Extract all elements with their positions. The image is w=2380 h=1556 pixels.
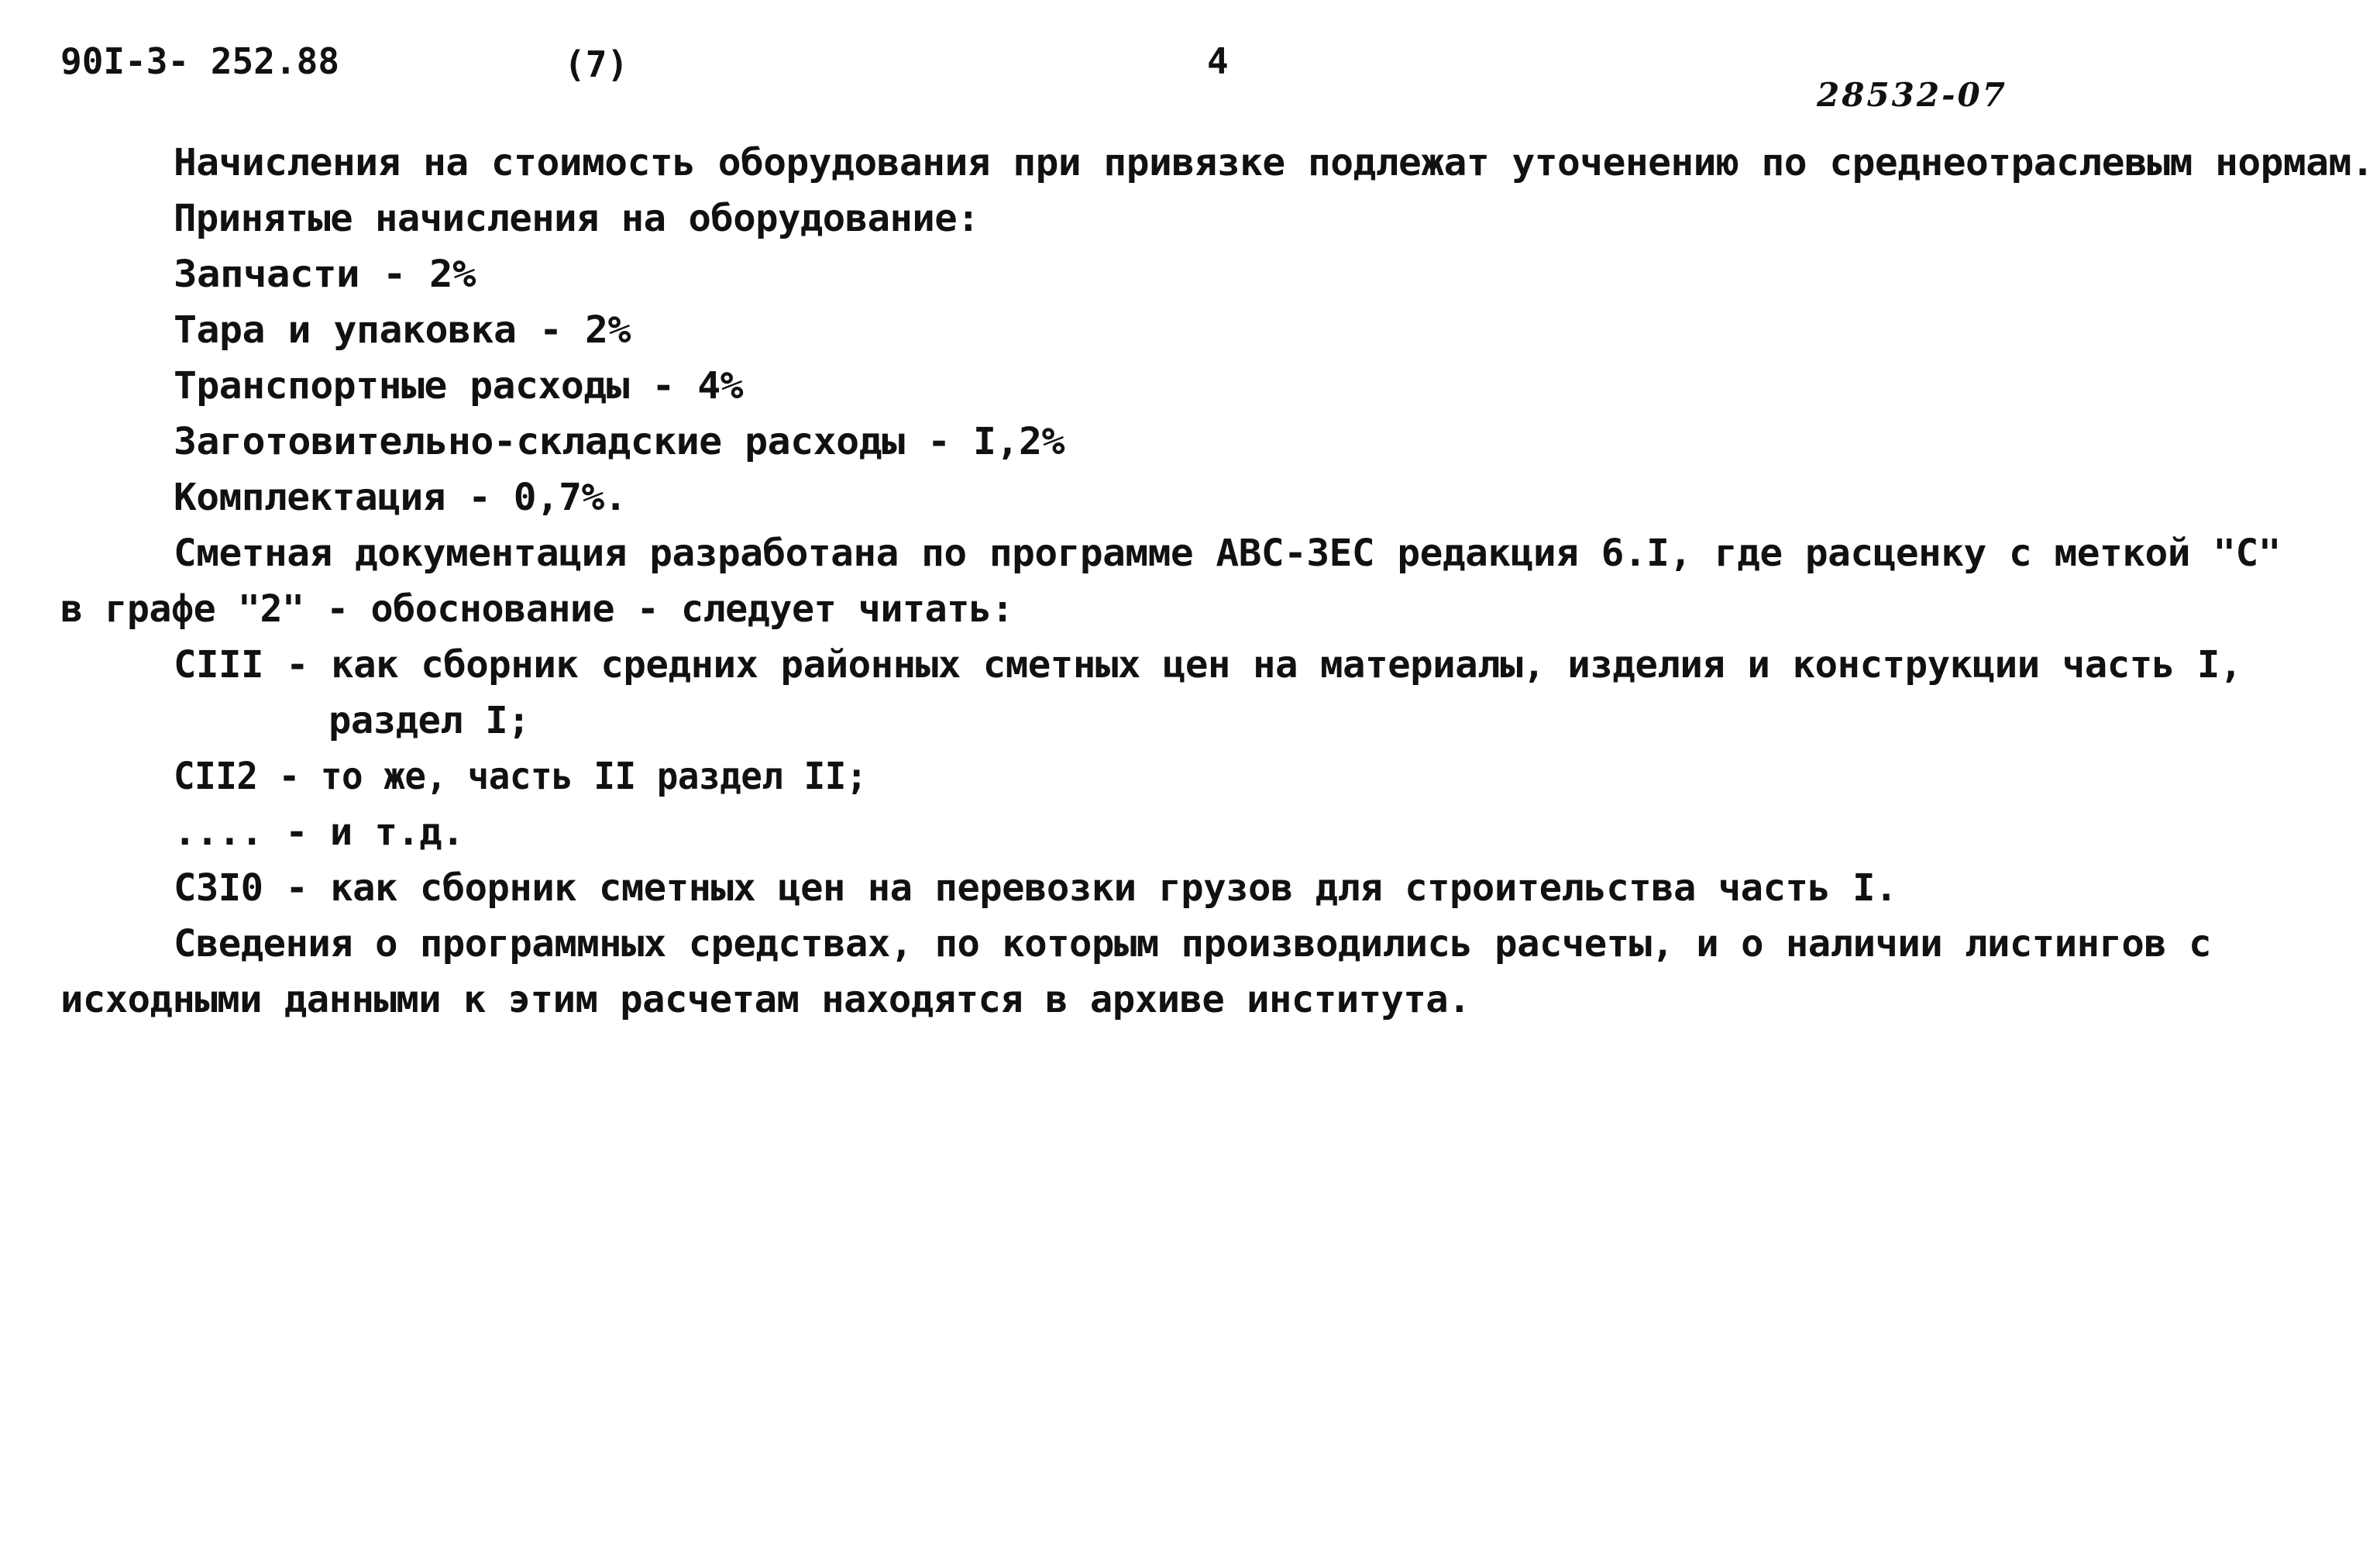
- code-c111-line: СIII - как сборник средних районных сметных цен на материалы, изделия и конструкции часть I,: [174, 643, 2242, 687]
- code-c111-continuation: раздел I;: [328, 699, 530, 742]
- list-item-packaging: Тара и упаковка - 2%: [174, 308, 631, 352]
- paragraph-software-info-cont: исходными данными к этим расчетам находятся в архиве института.: [60, 978, 1471, 1021]
- handwritten-inventory-number: 28532-07: [1817, 76, 2007, 114]
- paragraph-equipment-charges: Начисления на стоимость оборудования при привязке подлежат уточенению по среднеотраслевым нормам.: [174, 141, 2375, 184]
- paragraph-accepted-charges: Принятые начисления на оборудование:: [174, 197, 980, 240]
- list-item-spare-parts: Запчасти - 2%: [174, 253, 476, 296]
- paragraph-estimate-software-cont: в графе "2" - обоснование - следует читать:: [60, 587, 1014, 631]
- list-item-procurement-storage: Заготовительно-складские расходы - I,2%: [174, 420, 1064, 463]
- code-c310-line: С3I0 - как сборник сметных цен на перевозки грузов для строительства часть I.: [174, 866, 1897, 910]
- paragraph-software-info: Сведения о программных средствах, по которым производились расчеты, и о наличии листингов с: [174, 922, 2212, 966]
- list-item-transport-costs: Транспортные расходы - 4%: [174, 364, 744, 408]
- list-item-completion: Комплектация - 0,7%.: [174, 476, 628, 519]
- document-code: 90I-3- 252.88: [60, 40, 340, 82]
- sheet-label: (7): [564, 43, 629, 85]
- page-number: 4: [1207, 40, 1229, 82]
- code-c112-line: СII2 - то же, часть II раздел II;: [174, 755, 867, 798]
- code-etc-line: .... - и т.д.: [174, 811, 464, 854]
- paragraph-estimate-software: Сметная документация разработана по программе АВС-ЗЕС редакция 6.I, где расценку с меткой "С": [174, 532, 2282, 575]
